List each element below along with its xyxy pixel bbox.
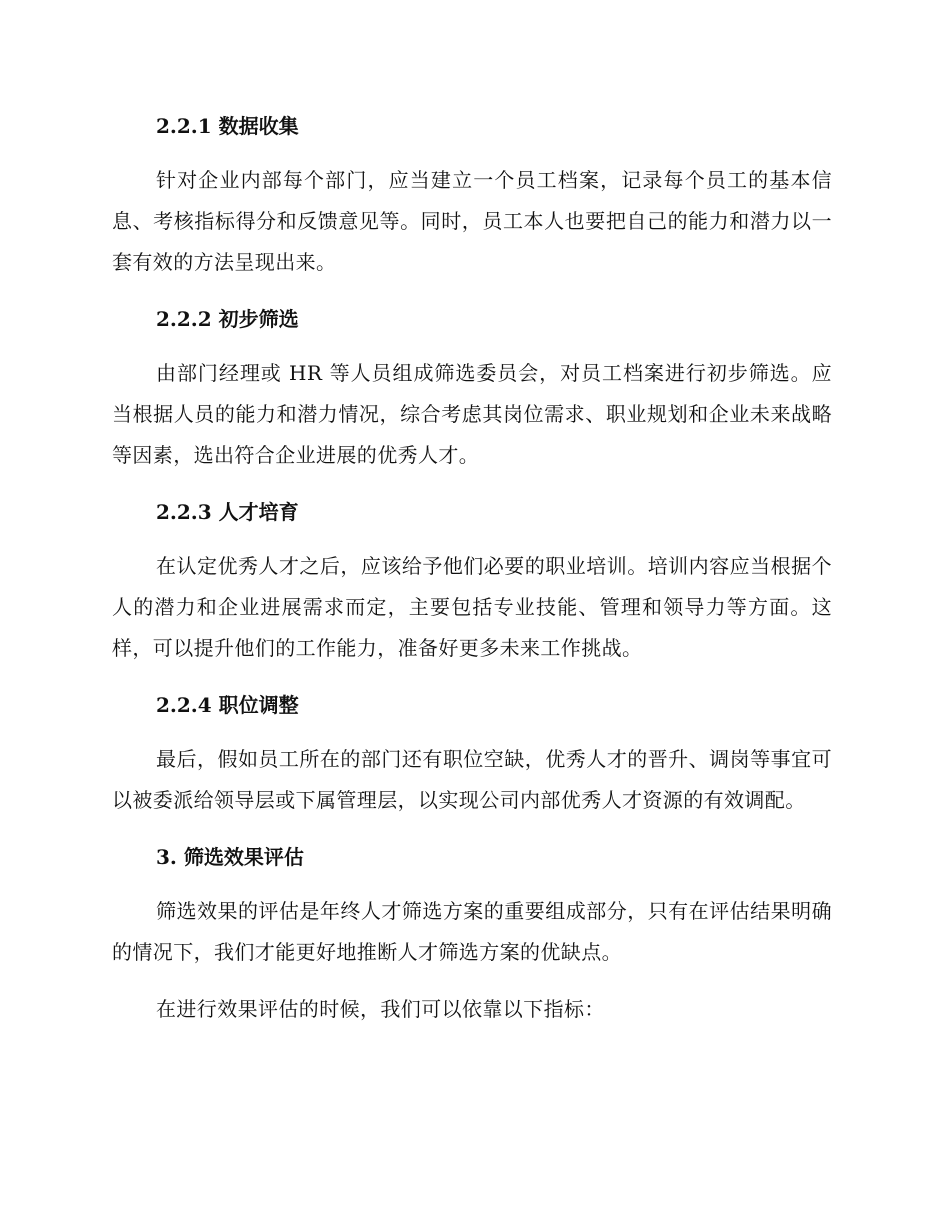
section-heading-data-collection: 2.2.1 数据收集 [156,114,299,138]
paragraph-position-adjustment: 最后，假如员工所在的部门还有职位空缺，优秀人才的晋升、调岗等事宜可以被委派给领导层或下属管理层，以实现公司内部优秀人才资源的有效调配。 [112,747,832,812]
document-body [112,106,832,1030]
section-heading-screening-evaluation: 3. 筛选效果评估 [156,845,304,869]
section-heading-position-adjustment: 2.2.4 职位调整 [156,693,299,717]
paragraph-evaluation-indicators: 在进行效果评估的时候，我们可以依靠以下指标： [156,997,605,1021]
paragraph-screening-evaluation: 筛选效果的评估是年终人才筛选方案的重要组成部分，只有在评估结果明确的情况下，我们才能更好地推断人才筛选方案的优缺点。 [112,899,832,964]
paragraph-data-collection: 针对企业内部每个部门，应当建立一个员工档案，记录每个员工的基本信息、考核指标得分和反馈意见等。同时，员工本人也要把自己的能力和潜力以一套有效的方法呈现出来。 [112,168,832,274]
section-heading-talent-development: 2.2.3 人才培育 [156,500,299,524]
paragraph-initial-screening: 由部门经理或 HR 等人员组成筛选委员会，对员工档案进行初步筛选。应当根据人员的能力和潜力情况，综合考虑其岗位需求、职业规划和企业未来战略等因素，选出符合企业进展的优秀人才。 [112,361,832,467]
section-heading-initial-screening: 2.2.2 初步筛选 [156,307,299,331]
paragraph-talent-development: 在认定优秀人才之后，应该给予他们必要的职业培训。培训内容应当根据个人的潜力和企业进展需求而定，主要包括专业技能、管理和领导力等方面。这样，可以提升他们的工作能力，准备好更多未来工作挑战。 [112,554,832,660]
